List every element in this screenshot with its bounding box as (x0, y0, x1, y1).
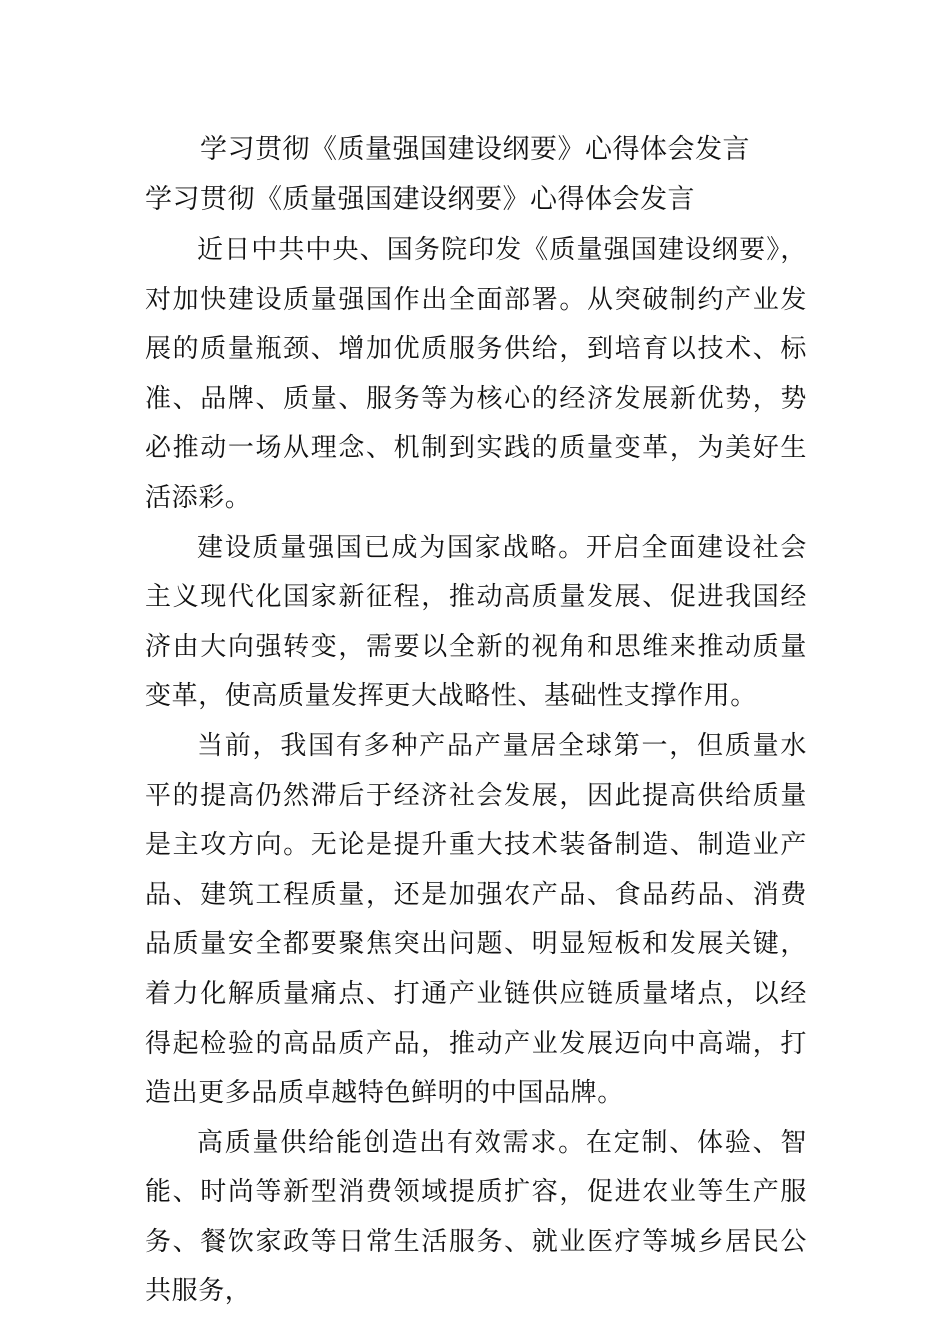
document-title-left: 学习贯彻《质量强国建设纲要》心得体会发言 (145, 184, 695, 215)
paragraph-1: 近日中共中央、国务院印发《质量强国建设纲要》，对加快建设质量强国作出全面部署。从突破制约产业发展的质量瓶颈、增加优质服务供给，到培育以技术、标准、品牌、质量、服务等为核心的经济发展新优势，势必推动一场从理念、机制到实践的质量变革，为美好生活添彩。 (145, 235, 807, 513)
paragraph-3: 当前，我国有多种产品产量居全球第一，但质量水平的提高仍然滞后于经济社会发展，因此提高供给质量是主攻方向。无论是提升重大技术装备制造、制造业产品、建筑工程质量，还是加强农产品、食品药品、消费品质量安全都要聚焦突出问题、明显短板和发展关键，着力化解质量痛点、打通产业链供应链质量堵点，以经得起检验的高品质产品，推动产业发展迈向中高端，打造出更多品质卓越特色鲜明的中国品牌。 (145, 730, 807, 1109)
document-body (145, 226, 807, 1317)
document-title-centered: 学习贯彻《质量强国建设纲要》心得体会发言 (200, 134, 750, 165)
paragraph-2: 建设质量强国已成为国家战略。开启全面建设社会主义现代化国家新征程，推动高质量发展、促进我国经济由大向强转变，需要以全新的视角和思维来推动质量变革，使高质量发挥更大战略性、基础性支撑作用。 (145, 532, 807, 712)
paragraph-4: 高质量供给能创造出有效需求。在定制、体验、智能、时尚等新型消费领域提质扩容，促进农业等生产服务、餐饮家政等日常生活服务、就业医疗等城乡居民公共服务， (145, 1127, 807, 1307)
